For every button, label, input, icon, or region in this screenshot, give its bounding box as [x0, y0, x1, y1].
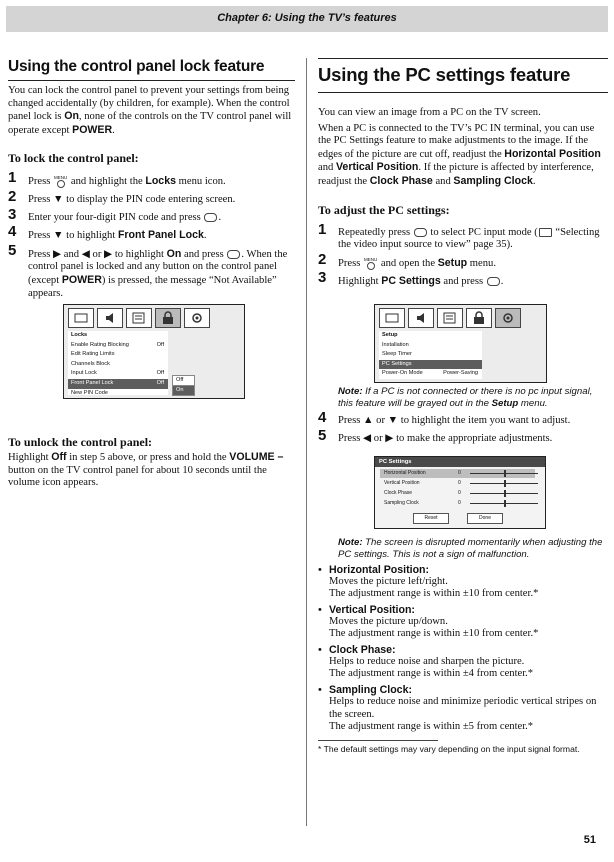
- pc-row-clock-phase[interactable]: Clock Phase 0: [380, 489, 535, 498]
- menu-icon-tabs: [68, 308, 213, 328]
- pc-settings-title: PC Settings: [375, 457, 545, 467]
- menu-row[interactable]: Input Lock Off: [71, 370, 164, 377]
- reference-icon: [539, 228, 552, 237]
- lock-step-4: 4 Press ▼ to highlight Front Panel Lock.: [8, 223, 207, 242]
- menu-row[interactable]: Power-On Mode Power-Saving: [382, 370, 478, 377]
- section-title-pc: Using the PC settings feature: [318, 58, 608, 93]
- input-button-icon: [414, 228, 427, 237]
- setup-menu-screenshot: [374, 304, 547, 383]
- unlock-text: Highlight Off in step 5 above, or press and hold the VOLUME – button on the TV control panel for about 10 seconds until the volume icon appears.: [8, 451, 284, 489]
- enter-button-icon: [487, 277, 500, 286]
- footnote-rule: [318, 740, 438, 741]
- menu-button-icon: MENU: [54, 175, 67, 188]
- menu-icon-tabs: [379, 308, 524, 328]
- menu-button-icon: MENU: [364, 257, 377, 270]
- lock-intro: You can lock the control panel to prevent your settings from being changed accidentally (by children, for example). When the control panel lock is On, none of the controls on the TV control panel will operate except POWER.: [8, 85, 292, 136]
- slider-knob[interactable]: [504, 490, 506, 497]
- right-column: [318, 58, 608, 755]
- footnote-text: * The default settings may vary depending on the input signal format.: [318, 743, 580, 754]
- pc-row-sampling-clock[interactable]: Sampling Clock 0: [380, 499, 535, 508]
- section-title-lock: Using the control panel lock feature: [8, 58, 265, 75]
- reset-button[interactable]: Reset: [413, 513, 449, 524]
- bullet-clock-phase: • Clock Phase: Helps to reduce noise and sharpen the picture. The adjustment range is within ±4 from center.*: [318, 643, 534, 680]
- bullet-sampling-clock: • Sampling Clock: Helps to reduce noise and minimize periodic vertical stripes on the screen. The adjustment range is within ±5 from center.*: [318, 684, 597, 733]
- preferences-tab-icon: [437, 308, 463, 328]
- column-divider: [306, 58, 307, 826]
- lock-subheading: To lock the control panel:: [8, 151, 139, 166]
- menu-row[interactable]: Edit Rating Limits: [71, 351, 115, 358]
- lock-tab-icon: [155, 308, 181, 328]
- page-number: 51: [583, 834, 596, 846]
- menu-row[interactable]: New PIN Code: [71, 389, 108, 396]
- chapter-title: Chapter 6: Using the TV’s features: [217, 12, 397, 24]
- menu-row[interactable]: Channels Block: [71, 360, 110, 367]
- pc-description: When a PC is connected to the TV’s PC IN terminal, you can use the PC Settings feature to make adjustments to the image. If the edges of the picture are cut off, readjust the Horizontal Position and Vertical Position. If the picture is affected by interference, readjust the Clock Phase and Sampling Clock.: [318, 122, 601, 187]
- pc-row-vertical[interactable]: Vertical Position 0: [380, 479, 535, 488]
- enter-button-icon: [227, 250, 240, 259]
- unlock-subheading: To unlock the control panel:: [8, 435, 153, 450]
- locks-menu-screenshot: [63, 304, 245, 399]
- menu-row-selected[interactable]: Front Panel Lock Off: [68, 379, 168, 389]
- menu-row[interactable]: Sleep Timer: [382, 351, 412, 358]
- enter-button-icon: [204, 213, 217, 222]
- slider-knob[interactable]: [504, 480, 506, 487]
- lock-step-1: 1 Press MENU and highlight the Locks menu icon.: [8, 169, 226, 188]
- audio-tab-icon: [97, 308, 123, 328]
- chapter-header-bar: [6, 6, 608, 32]
- pc-step-1: 1 Repeatedly press to select PC input mode ( “Selecting the video input source to view” page 35).: [318, 220, 600, 251]
- setup-menu-title: Setup: [382, 332, 398, 338]
- adjust-subheading: To adjust the PC settings:: [318, 202, 450, 217]
- option-off[interactable]: Off: [172, 375, 195, 386]
- pc-row-horizontal[interactable]: Horizontal Position 0: [380, 469, 535, 478]
- lock-step-5: 5 Press ▶ and ◀ or ▶ to highlight On and press . When the control panel is locked and any button on the control panel (except POWER) is pressed, the message “Not Available” appears.: [8, 241, 288, 299]
- pc-step-5: 5 Press ◀ or ▶ to make the appropriate adjustments.: [318, 426, 553, 444]
- menu-row[interactable]: Installation: [382, 341, 409, 348]
- pc-step-4: 4 Press ▲ or ▼ to highlight the item you want to adjust.: [318, 409, 571, 427]
- menu-row-selected[interactable]: PC Settings: [379, 360, 482, 370]
- picture-tab-icon: [379, 308, 405, 328]
- slider-knob[interactable]: [504, 470, 506, 477]
- footnote-block: [318, 740, 608, 755]
- option-on[interactable]: On: [172, 385, 195, 396]
- slider-knob[interactable]: [504, 500, 506, 507]
- note-pc-grayed: Note: If a PC is not connected or there is no pc input signal, this feature will be grayed out in the Setup menu.: [338, 385, 593, 409]
- section-rule: [8, 80, 295, 81]
- locks-menu-title: Locks: [71, 332, 88, 338]
- lock-step-2: 2 Press ▼ to display the PIN code entering screen.: [8, 187, 236, 205]
- picture-tab-icon: [68, 308, 94, 328]
- pc-step-3: 3 Highlight PC Settings and press .: [318, 269, 504, 288]
- setup-tab-icon: [495, 308, 521, 328]
- lock-step-3: 3 Enter your four-digit PIN code and press .: [8, 205, 222, 223]
- audio-tab-icon: [408, 308, 434, 328]
- setup-tab-icon: [184, 308, 210, 328]
- bullet-vertical-position: • Vertical Position: Moves the picture up/down. The adjustment range is within ±10 from center.*: [318, 603, 539, 640]
- menu-row[interactable]: Enable Rating Blocking Off: [71, 341, 164, 348]
- pc-step-2: 2 Press MENU and open the Setup menu.: [318, 250, 496, 269]
- pc-settings-screenshot: [374, 456, 546, 529]
- left-column: [8, 58, 295, 490]
- bullet-horizontal-position: • Horizontal Position: Moves the picture left/right. The adjustment range is within ±10 from center.*: [318, 563, 539, 600]
- pc-intro: You can view an image from a PC on the TV screen.: [318, 107, 541, 118]
- setup-menu-list: [379, 331, 482, 379]
- note-screen-disrupted: Note: The screen is disrupted momentarily when adjusting the PC settings. This is not a sign of malfunction.: [338, 537, 603, 560]
- locks-menu-list: [68, 331, 168, 395]
- preferences-tab-icon: [126, 308, 152, 328]
- done-button[interactable]: Done: [467, 513, 503, 524]
- lock-tab-icon: [466, 308, 492, 328]
